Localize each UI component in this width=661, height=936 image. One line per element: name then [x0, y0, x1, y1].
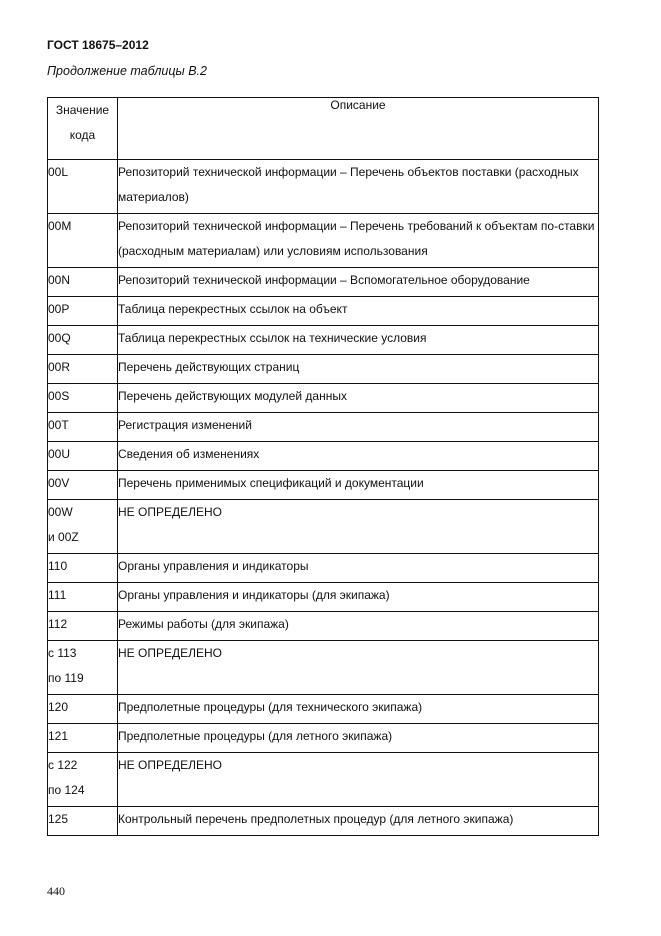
code-value: 00T: [48, 418, 69, 432]
code-cell: [48, 724, 118, 753]
code-cell: [48, 384, 118, 413]
table-row: [48, 442, 599, 471]
table-row: [48, 612, 599, 641]
table-row: [48, 641, 599, 695]
code-value: 00M: [48, 219, 72, 233]
code-value: 00U: [48, 447, 71, 461]
table-row: [48, 753, 599, 807]
description-cell: Таблица перекрестных ссылок на объект: [118, 297, 599, 326]
code-value: 00Q: [48, 331, 71, 345]
code-value: с 122: [48, 758, 78, 772]
description-cell: НЕ ОПРЕДЕЛЕНО: [118, 641, 599, 695]
standard-designation: ГОСТ 18675–2012: [47, 38, 149, 52]
description-cell: Перечень действующих модулей данных: [118, 384, 599, 413]
code-value: 112: [48, 617, 68, 631]
code-value: 00R: [48, 360, 71, 374]
code-value: 121: [48, 729, 69, 743]
table-header-row: [48, 98, 599, 160]
table-row: [48, 807, 599, 836]
code-value: 111: [48, 588, 67, 602]
code-value: 00P: [48, 302, 70, 316]
table-row: [48, 554, 599, 583]
code-cell: [48, 214, 118, 268]
description-cell: Предполетные процедуры (для летного экипажа): [118, 724, 599, 753]
table-row: [48, 695, 599, 724]
code-cell: [48, 753, 118, 807]
code-cell: [48, 500, 118, 554]
code-cell: [48, 583, 118, 612]
table-caption: Продолжение таблицы В.2: [47, 64, 207, 78]
table-row: [48, 500, 599, 554]
code-cell: [48, 442, 118, 471]
table-row: [48, 384, 599, 413]
code-table: [47, 97, 599, 836]
table-row: [48, 214, 599, 268]
description-cell: Контрольный перечень предполетных процедур (для летного экипажа): [118, 807, 599, 836]
description-cell: НЕ ОПРЕДЕЛЕНО: [118, 753, 599, 807]
code-cell: [48, 554, 118, 583]
description-cell: Репозиторий технической информации – Перечень объектов поставки (расходных материалов): [118, 160, 599, 214]
column-header-description: Описание: [118, 98, 599, 160]
description-cell: Репозиторий технической информации – Вспомогательное оборудование: [118, 268, 599, 297]
description-cell: Режимы работы (для экипажа): [118, 612, 599, 641]
description-cell: Таблица перекрестных ссылок на технические условия: [118, 326, 599, 355]
description-cell: Сведения об изменениях: [118, 442, 599, 471]
code-value: 00N: [48, 273, 71, 287]
code-value-second-line: и 00Z: [48, 530, 79, 544]
table-row: [48, 471, 599, 500]
description-cell: Регистрация изменений: [118, 413, 599, 442]
table-row: [48, 297, 599, 326]
column-header-code-line1: Значение: [55, 103, 110, 117]
code-value: 120: [48, 700, 69, 714]
description-cell: Перечень действующих страниц: [118, 355, 599, 384]
description-cell: Органы управления и индикаторы: [118, 554, 599, 583]
column-header-code-line2: кода: [69, 128, 96, 142]
table-row: [48, 268, 599, 297]
code-value: 00L: [48, 165, 69, 179]
code-value: 00V: [48, 476, 70, 490]
table-row: [48, 413, 599, 442]
code-cell: [48, 355, 118, 384]
code-value: 00S: [48, 389, 70, 403]
table-row: [48, 326, 599, 355]
table-row: [48, 355, 599, 384]
table-row: [48, 160, 599, 214]
code-cell: [48, 326, 118, 355]
description-cell: Органы управления и индикаторы (для экипажа): [118, 583, 599, 612]
code-cell: [48, 612, 118, 641]
column-header-code: [48, 98, 118, 160]
code-value: 00W: [48, 505, 73, 519]
code-value: 110: [48, 559, 68, 573]
code-cell: [48, 160, 118, 214]
code-value-second-line: по 124: [48, 783, 85, 797]
page-number: 440: [47, 884, 65, 898]
code-value-second-line: по 119: [48, 671, 84, 685]
code-value: с 113: [48, 646, 77, 660]
code-cell: [48, 695, 118, 724]
code-cell: [48, 268, 118, 297]
code-cell: [48, 641, 118, 695]
code-cell: [48, 807, 118, 836]
code-cell: [48, 471, 118, 500]
description-cell: Репозиторий технической информации – Перечень требований к объектам по-ставки (расходным материалам) или условиям использования: [118, 214, 599, 268]
code-cell: [48, 413, 118, 442]
table-row: [48, 583, 599, 612]
description-cell: Перечень применимых спецификаций и документации: [118, 471, 599, 500]
code-value: 125: [48, 812, 69, 826]
code-cell: [48, 297, 118, 326]
description-cell: Предполетные процедуры (для технического экипажа): [118, 695, 599, 724]
description-cell: НЕ ОПРЕДЕЛЕНО: [118, 500, 599, 554]
table-row: [48, 724, 599, 753]
